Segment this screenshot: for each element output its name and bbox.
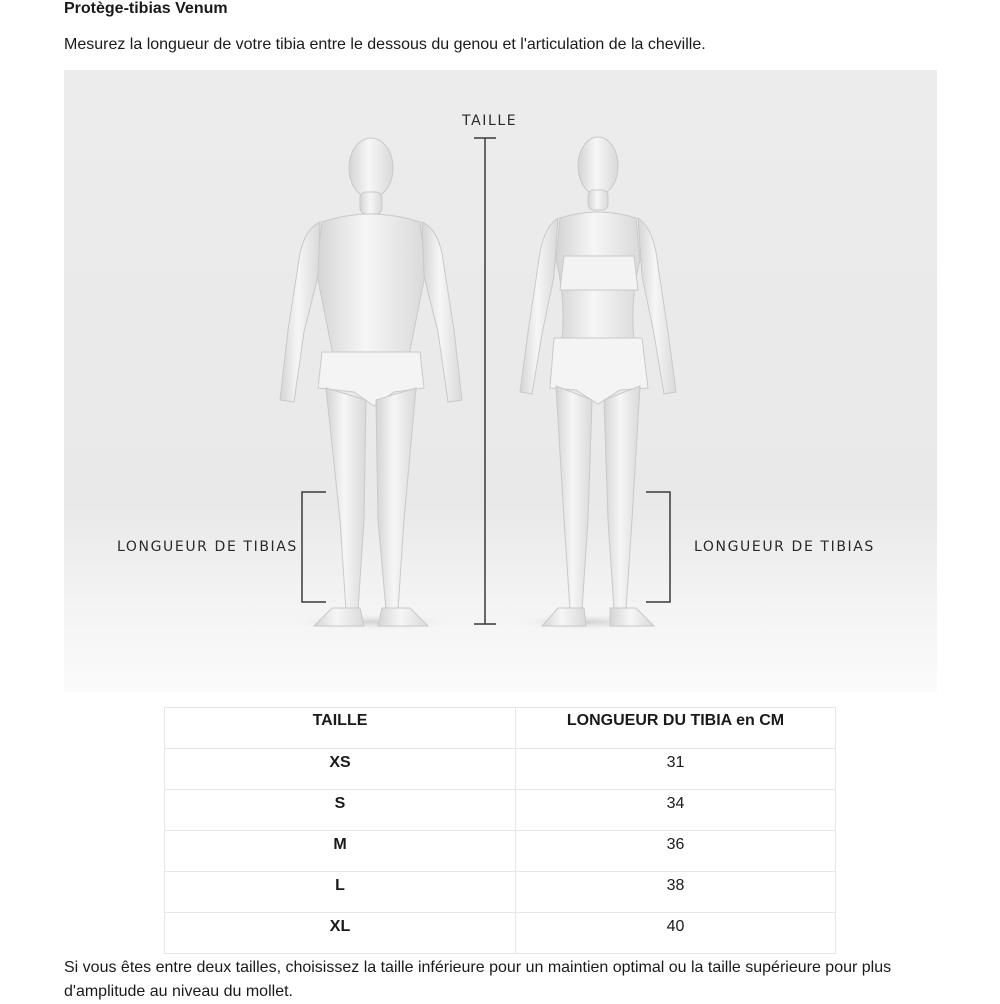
length-cell: 38 — [516, 872, 836, 913]
length-cell: 36 — [516, 831, 836, 872]
right-tibia-label: LONGUEUR DE TIBIAS — [694, 539, 875, 555]
table-row — [165, 913, 836, 954]
height-label: TAILLE — [462, 113, 518, 129]
size-cell: L — [165, 872, 516, 913]
mannequin-illustration — [64, 70, 937, 692]
size-advice-note: Si vous êtes entre deux tailles, choisissez la taille inférieure pour un maintien optimal ou la taille supérieure pour plus d'amplitude au niveau du mollet. — [64, 959, 892, 1000]
male-mannequin — [280, 138, 462, 626]
length-cell: 34 — [516, 790, 836, 831]
right-tibia-bracket — [646, 492, 670, 602]
left-tibia-label: LONGUEUR DE TIBIAS — [117, 539, 298, 555]
height-measure-line — [474, 138, 496, 624]
left-tibia-bracket — [302, 492, 326, 602]
measure-instructions: Mesurez la longueur de votre tibia entre le dessous du genou et l'articulation de la cheville. — [64, 36, 706, 53]
header-size: TAILLE — [165, 708, 516, 749]
table-row — [165, 749, 836, 790]
length-cell: 31 — [516, 749, 836, 790]
female-mannequin — [520, 137, 676, 626]
measurement-figure — [64, 70, 937, 692]
length-cell: 40 — [516, 913, 836, 954]
table-row — [165, 790, 836, 831]
size-cell: XL — [165, 913, 516, 954]
table-header-row — [165, 708, 836, 749]
header-tibia-length: LONGUEUR DU TIBIA en CM — [516, 708, 836, 749]
size-cell: XS — [165, 749, 516, 790]
page-title: Protège-tibias Venum — [64, 0, 228, 17]
size-chart-table — [164, 707, 836, 954]
table-row — [165, 872, 836, 913]
size-cell: M — [165, 831, 516, 872]
size-cell: S — [165, 790, 516, 831]
table-row — [165, 831, 836, 872]
